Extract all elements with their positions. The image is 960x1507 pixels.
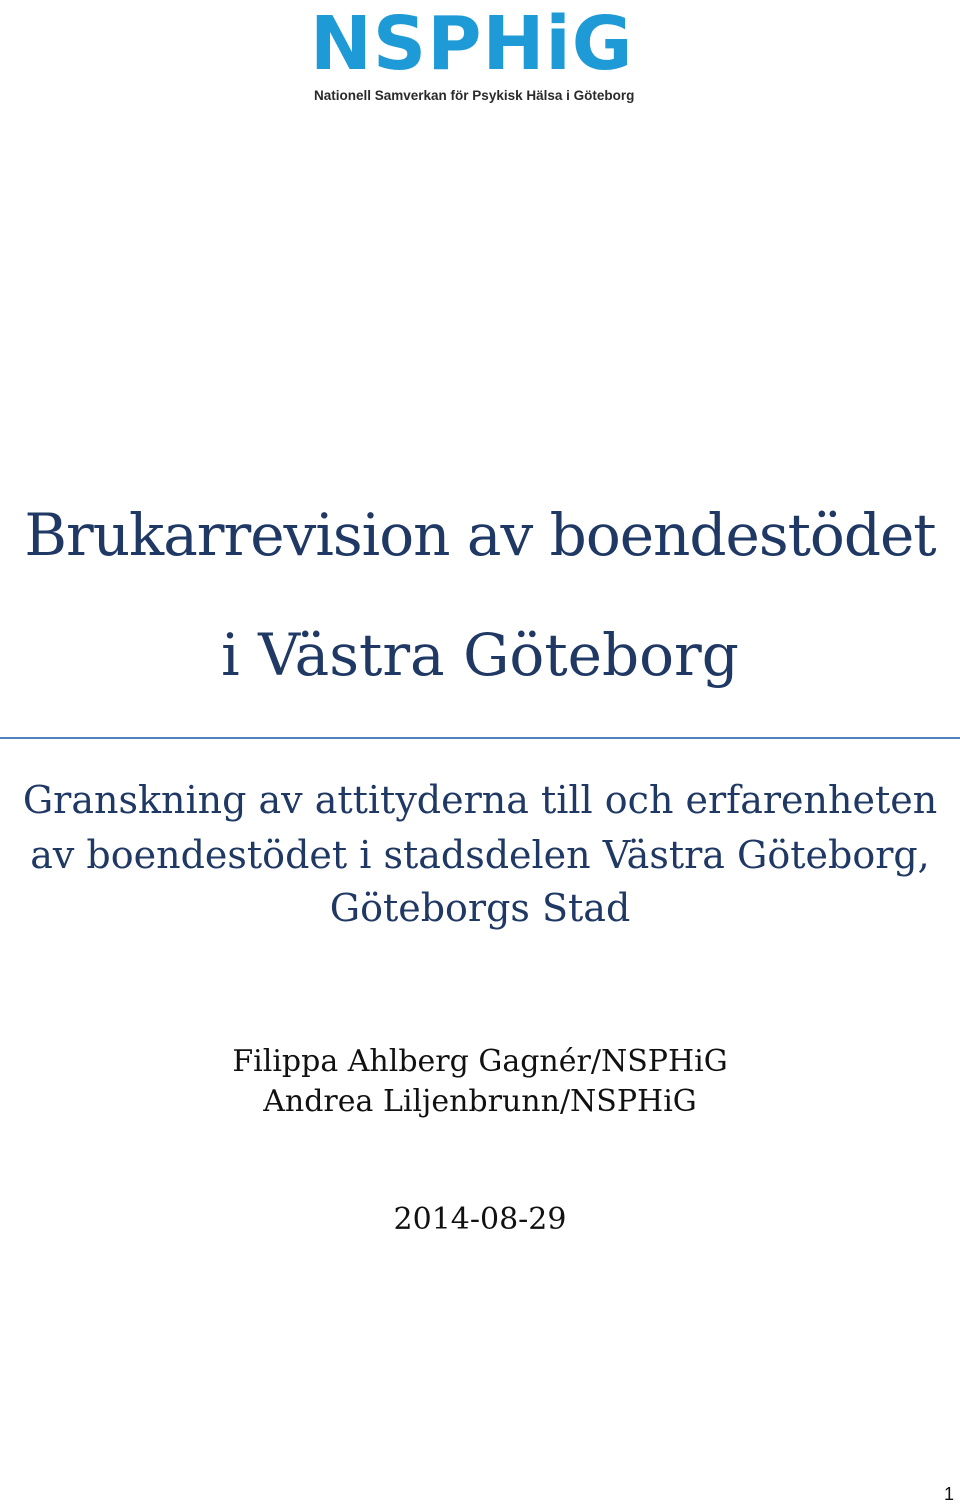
nsphig-logo	[300, 1, 660, 104]
logo-wordmark: NSPHiG	[310, 1, 634, 87]
document-title-line-1: Brukarrevision av boendestödet	[24, 501, 936, 569]
logo-tagline: Nationell Samverkan för Psykisk Hälsa i Göteborg	[314, 88, 635, 103]
subtitle-line-1: Granskning av attityderna till och erfarenheten	[22, 778, 938, 822]
page-number: 1	[943, 1484, 954, 1504]
author-2: Andrea Liljenbrunn/NSPHiG	[263, 1084, 697, 1119]
title-divider	[0, 737, 960, 739]
author-1: Filippa Ahlberg Gagnér/NSPHiG	[232, 1044, 728, 1079]
document-title-line-2: i Västra Göteborg	[221, 621, 739, 689]
publication-date: 2014-08-29	[393, 1202, 567, 1237]
subtitle-line-3: Göteborgs Stad	[329, 886, 631, 930]
subtitle-line-2: av boendestödet i stadsdelen Västra Göteborg,	[30, 833, 930, 877]
